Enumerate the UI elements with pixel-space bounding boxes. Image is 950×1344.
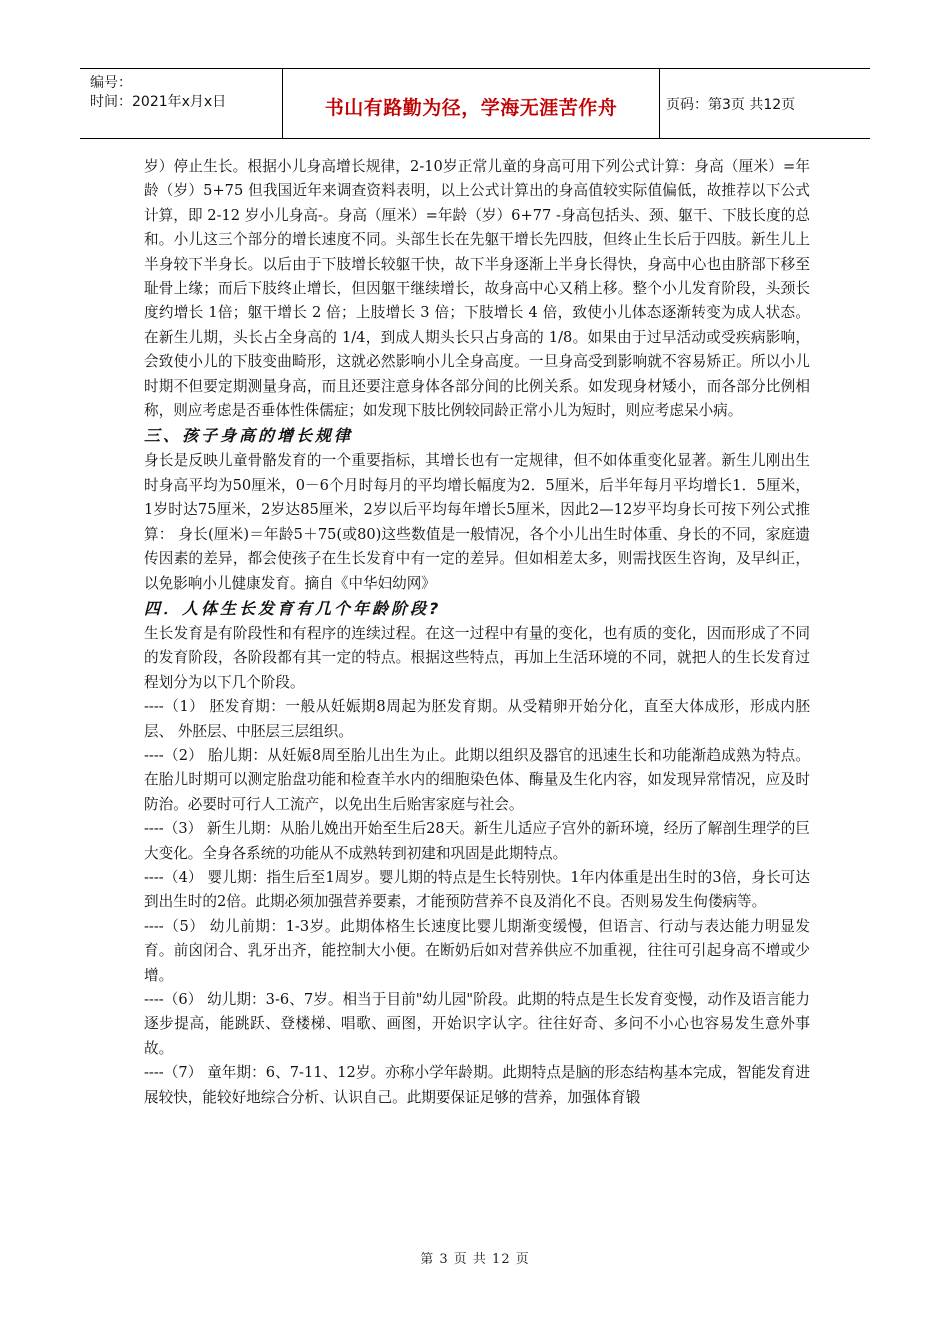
header-page-info: 页码：第3页 共12页 <box>666 97 796 113</box>
stage-item-2: ----（2） 胎儿期：从妊娠8周至胎儿出生为止。此期以组织及器官的迅速生长和功能渐趋成熟为特点。 在胎儿时期可以测定胎盘功能和检查羊水内的细胞染色体、酶量及生化内容，如发现异常情况，应及时防治。必要时可行人工流产，以免出生后贻害家庭与社会。 <box>144 746 810 813</box>
document-number-label: 编号： <box>90 75 132 91</box>
stage-item-4: ----（4） 婴儿期：指生后至1周岁。婴儿期的特点是生长特别快。1年内体重是出生时的3倍，身长可达到出生时的2倍。此期必须加强营养要素，才能预防营养不良及消化不良。否则易发生佝偻病等。 <box>144 868 810 911</box>
section-heading-3: 三、孩子身高的增长规律 <box>144 426 354 446</box>
header-page-cell <box>660 69 870 138</box>
stage-item-1: ----（1） 胚发育期：一般从妊娠期8周起为胚发育期。从受精卵开始分化，直至大体成形，形成内胚层、 外胚层、中胚层三层组织。 <box>144 698 810 740</box>
header-motto-cell <box>283 69 660 138</box>
stage-item-7: ----（7） 童年期：6、7-11、12岁。亦称小学年龄期。此期特点是脑的形态结构基本完成，智能发育进展较快，能较好地综合分析、认识自己。此期要保证足够的营养，加强体育锻 <box>144 1064 810 1106</box>
stage-item-5: ----（5） 幼儿前期：1-3岁。此期体格生长速度比婴儿期渐变缓慢，但语言、行动与表达能力明显发育。前囟闭合、乳牙出齐，能控制大小便。在断奶后如对营养供应不加重视，往往可引起身高不增或少增。 <box>144 917 810 984</box>
stage-item-3: ----（3） 新生儿期：从胎儿娩出开始至生后28天。新生儿适应子宫外的新环境，经历了解剖生理学的巨大变化。全身各系统的功能从不成熟转到初建和巩固是此期特点。 <box>144 820 810 862</box>
paragraph-height-growth: 身长是反映儿童骨骼发育的一个重要指标，其增长也有一定规律，但不如体重变化显著。新生儿刚出生时身高平均为50厘米，0－6个月时每月的平均增长幅度为2．5厘米，后半年每月平均增长1．5厘米，1岁时达75厘米，2岁达85厘米，2岁以后平均每年增长5厘米，因此2—12岁平均身长可按下列公式推算： 身长(厘米)＝年龄5＋75(或80)这些数值是一般情况，各个小儿出生时体重、身长的不同，家庭遗传因素的差异，都会使孩子在生长发育中有一定的差异。但如相差太多，则需找医生咨询，及早纠正，以免影响小儿健康发育。摘自《中华妇幼网》 <box>144 452 810 592</box>
paragraph-stages-intro: 生长发育是有阶段性和有程序的连续过程。在这一过程中有量的变化，也有质的变化，因而形成了不同的发育阶段，各阶段都有其一定的特点。根据这些特点，再加上生活环境的不同，就把人的生长发育过程划分为以下几个阶段。 <box>144 624 810 691</box>
header-table <box>80 68 870 139</box>
stage-item-6: ----（6） 幼儿期：3-6、7岁。相当于目前"幼儿园"阶段。此期的特点是生长发育变慢，动作及语言能力逐步提高，能跳跃、登楼梯、唱歌、画图，开始识字认字。往往好奇、多问不小心也容易发生意外事故。 <box>144 991 810 1057</box>
page-footer: 第 3 页 共 12 页 <box>420 1252 530 1267</box>
section-heading-4: 四．人体生长发育有几个年龄阶段? <box>144 598 442 618</box>
paragraph-height-formula: 岁）停止生长。根据小儿身高增长规律，2-10岁正常儿童的身高可用下列公式计算：身高（厘米）=年龄（岁）5+75 但我国近年来调查资料表明，以上公式计算出的身高值较实际值偏低，故推荐以下公式计算，即 2-12 岁小儿身高-。身高（厘米）=年龄（岁）6+77 -身高包括头、颈、躯干、下肢长度的总和。小儿这三个部分的增长速度不同。头部生长在先躯干增长先四肢，但终止生长后于四肢。新生儿上半身较下半身长。以后由于下肢增长较躯干快，故下半身逐渐上半身长得快，身高中心也由脐部下移至耻骨上缘；而后下肢终止增长，但因躯干继续增长，故身高中心又稍上移。整个小儿发育阶段，头颈长度约增长 1倍；躯干增长 2 倍；上肢增长 3 倍；下肢增长 4 倍，致使小儿体态逐渐转变为成人状态。在新生儿期，头长占全身高的 1/4，到成人期头长只占身高的 1/8。如果由于过早活动或受疾病影响，会致使小儿的下肢变曲畸形，这就必然影响小儿全身高度。一旦身高受到影响就不容易矫正。所以小儿时期不但要定期测量身高，而且还要注意身体各部分间的比例关系。如发现身材矮小，而各部分比例相称，则应考虑是否垂体性侏儒症；如发现下肢比例较同龄正常小儿为短时，则应考虑呆小病。 <box>144 158 810 420</box>
document-body <box>144 155 810 1110</box>
header-motto: 书山有路勤为径，学海无涯苦作舟 <box>324 97 618 119</box>
header-meta-cell <box>80 69 283 138</box>
document-time-label: 时间：2021年x月x日 <box>90 94 227 110</box>
